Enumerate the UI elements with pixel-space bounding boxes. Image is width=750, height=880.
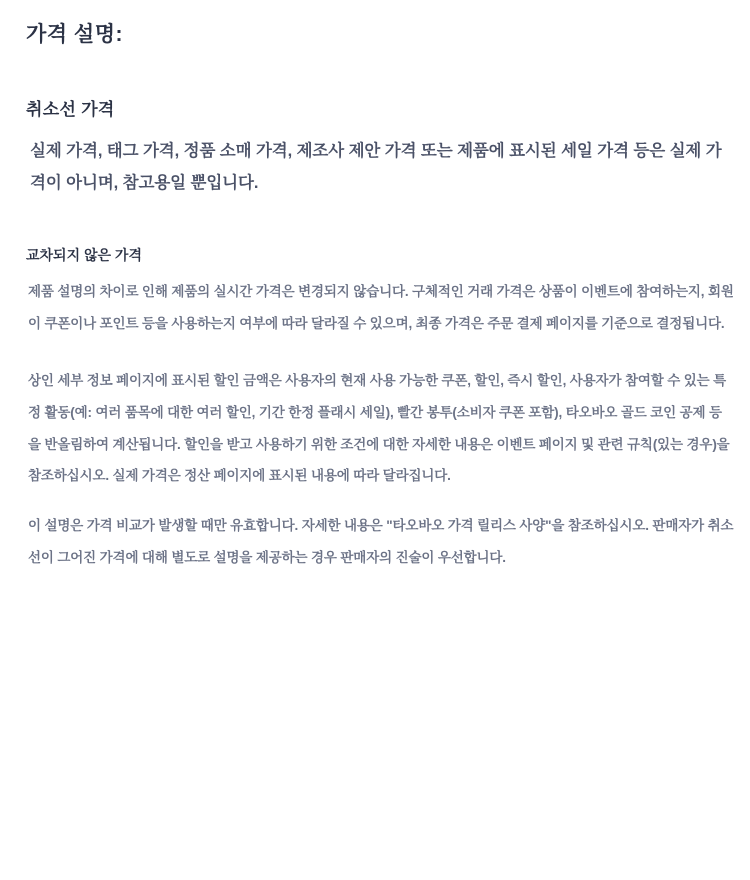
section-heading-non-crossed-price: 교차되지 않은 가격 (26, 246, 142, 263)
paragraph-spacer-1 (26, 339, 734, 365)
body-paragraph-price-comparison-notice: 이 설명은 가격 비교가 발생할 때만 유효합니다. 자세한 내용은 "타오바오 가격 릴리스 사양"을 참조하십시오. 판매자가 취소선이 그어진 가격에 대해 별도로 설명을 제공하는 경우 판매자의 진술이 우선합니다. (28, 518, 734, 565)
page-title: 가격 설명: (26, 23, 123, 46)
body-paragraph-realtime-price: 제품 설명의 차이로 인해 제품의 실시간 가격은 변경되지 않습니다. 구체적인 거래 가격은 상품이 이벤트에 참여하는지, 회원이 쿠폰이나 포인트 등을 사용하는지 여부에 따라 달라질 수 있으며, 최종 가격은 주문 결제 페이지를 기준으로 결정됩니다. (28, 283, 734, 331)
paragraph-spacer-2 (26, 492, 734, 510)
section-heading-strikethrough-price: 취소선 가격 (26, 100, 115, 120)
lead-paragraph-strikethrough-price: 실제 가격, 태그 가격, 정품 소매 가격, 제조사 제안 가격 또는 제품에 표시된 세일 가격 등은 실제 가격이 아니며, 참고용일 뿐입니다. (30, 142, 722, 193)
body-paragraph-discount-calculation: 상인 세부 정보 페이지에 표시된 할인 금액은 사용자의 현재 사용 가능한 쿠폰, 할인, 즉시 할인, 사용자가 참여할 수 있는 특정 활동(예: 여러 품목에 대한 여러 할인, 기간 한정 플래시 세일), 빨간 봉투(소비자 쿠폰 포함), 타오바오 골드 코인 공제 등을 반올림하여 계산됩니다. 할인을 받고 사용하기 위한 조건에 대한 자세한 내용은 이벤트 페이지 및 관련 규칙(있는 경우)을 참조하십시오. 실제 가격은 정산 페이지에 표시된 내용에 따라 달라집니다. (28, 373, 730, 484)
